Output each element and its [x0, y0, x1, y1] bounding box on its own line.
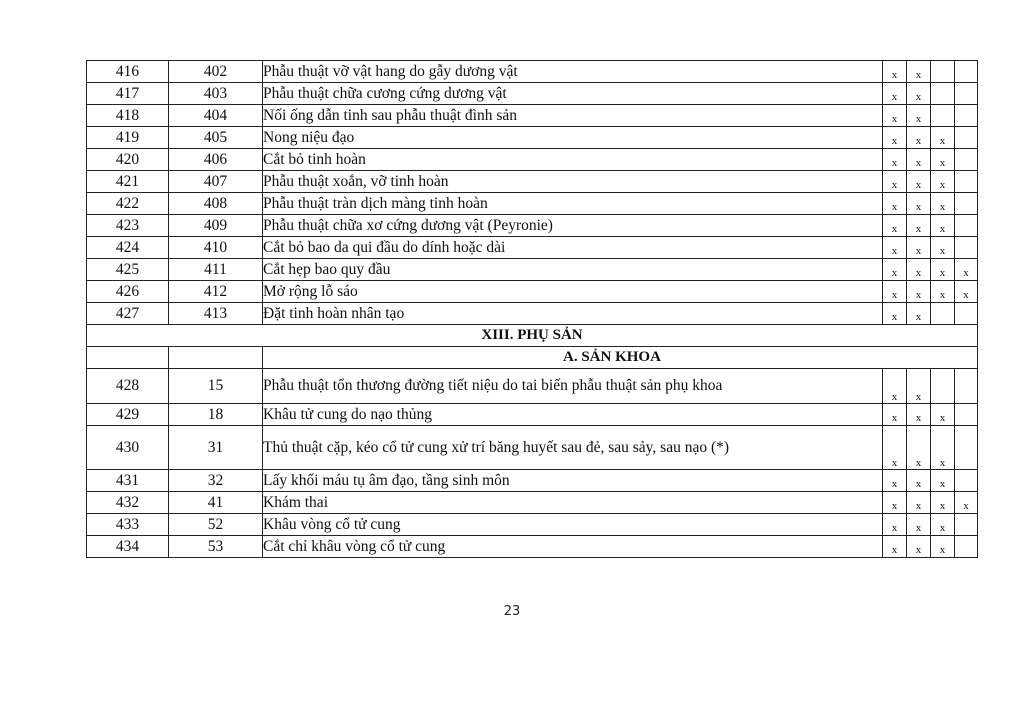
level-mark: [955, 237, 978, 259]
level-mark: x: [907, 215, 931, 237]
level-mark: [955, 149, 978, 171]
row-index: 430: [87, 426, 169, 470]
level-mark: [931, 369, 955, 404]
procedure-name: Phẫu thuật chữa xơ cứng dương vật (Peyronie): [263, 215, 883, 237]
level-mark: [931, 61, 955, 83]
procedure-code: 52: [169, 514, 263, 536]
subsection-title: A. SẢN KHOA: [263, 347, 978, 369]
level-mark: x: [955, 281, 978, 303]
level-mark: x: [931, 492, 955, 514]
level-mark: x: [907, 369, 931, 404]
procedure-name: Phẫu thuật xoắn, vỡ tinh hoàn: [263, 171, 883, 193]
section-title: XIII. PHỤ SẢN: [87, 325, 978, 347]
level-mark: x: [907, 426, 931, 470]
row-index: 424: [87, 237, 169, 259]
level-mark: x: [883, 426, 907, 470]
level-mark: x: [931, 149, 955, 171]
procedure-name: Khâu vòng cổ tử cung: [263, 514, 883, 536]
table-row: [87, 303, 978, 325]
level-mark: x: [931, 171, 955, 193]
row-index: 416: [87, 61, 169, 83]
procedure-name: Phẫu thuật tổn thương đường tiết niệu do tai biến phẫu thuật sản phụ khoa: [263, 369, 883, 404]
level-mark: [955, 536, 978, 558]
level-mark: x: [931, 514, 955, 536]
level-mark: x: [907, 193, 931, 215]
procedure-name: Phẫu thuật chữa cương cứng dương vật: [263, 83, 883, 105]
level-mark: [955, 215, 978, 237]
procedure-code: 15: [169, 369, 263, 404]
procedure-code: 31: [169, 426, 263, 470]
table-row: [87, 281, 978, 303]
procedure-name: Phẫu thuật tràn dịch màng tinh hoàn: [263, 193, 883, 215]
level-mark: [955, 105, 978, 127]
level-mark: x: [883, 105, 907, 127]
level-mark: [955, 426, 978, 470]
empty-cell: [87, 347, 169, 369]
level-mark: x: [883, 369, 907, 404]
procedure-code: 408: [169, 193, 263, 215]
level-mark: x: [931, 259, 955, 281]
level-mark: x: [907, 492, 931, 514]
level-mark: x: [883, 536, 907, 558]
table-row: [87, 536, 978, 558]
procedure-code: 407: [169, 171, 263, 193]
level-mark: [955, 369, 978, 404]
procedure-code: 402: [169, 61, 263, 83]
row-index: 419: [87, 127, 169, 149]
table-row: [87, 492, 978, 514]
table-row: [87, 470, 978, 492]
level-mark: [955, 404, 978, 426]
level-mark: x: [907, 514, 931, 536]
procedure-name: Khâu tử cung do nạo thủng: [263, 404, 883, 426]
level-mark: [955, 171, 978, 193]
procedure-code: 409: [169, 215, 263, 237]
level-mark: x: [883, 127, 907, 149]
level-mark: [931, 303, 955, 325]
level-mark: x: [907, 83, 931, 105]
row-index: 426: [87, 281, 169, 303]
page-number: 23: [503, 604, 521, 619]
level-mark: x: [883, 215, 907, 237]
procedure-name: Cắt chỉ khâu vòng cổ tử cung: [263, 536, 883, 558]
procedure-code: 404: [169, 105, 263, 127]
procedure-name: Mở rộng lỗ sáo: [263, 281, 883, 303]
table-body-obstetrics: [87, 369, 978, 558]
level-mark: x: [883, 83, 907, 105]
level-mark: x: [883, 281, 907, 303]
table-section-header: [87, 325, 978, 369]
level-mark: x: [883, 470, 907, 492]
level-mark: x: [931, 404, 955, 426]
procedure-name: Nối ống dẫn tinh sau phẫu thuật đình sản: [263, 105, 883, 127]
level-mark: x: [931, 281, 955, 303]
row-index: 421: [87, 171, 169, 193]
level-mark: x: [883, 404, 907, 426]
level-mark: [955, 61, 978, 83]
table-row: [87, 369, 978, 404]
level-mark: x: [883, 514, 907, 536]
level-mark: x: [931, 536, 955, 558]
level-mark: [955, 470, 978, 492]
procedure-name: Cắt hẹp bao quy đầu: [263, 259, 883, 281]
level-mark: x: [931, 215, 955, 237]
level-mark: x: [907, 259, 931, 281]
row-index: 428: [87, 369, 169, 404]
table-row: [87, 404, 978, 426]
table-row: [87, 215, 978, 237]
procedure-name: Cắt bỏ tinh hoàn: [263, 149, 883, 171]
level-mark: x: [907, 105, 931, 127]
level-mark: x: [907, 149, 931, 171]
level-mark: x: [931, 127, 955, 149]
row-index: 432: [87, 492, 169, 514]
row-index: 429: [87, 404, 169, 426]
table-row: [87, 105, 978, 127]
table-row: [87, 426, 978, 470]
row-index: 423: [87, 215, 169, 237]
level-mark: x: [907, 61, 931, 83]
row-index: 420: [87, 149, 169, 171]
level-mark: x: [931, 470, 955, 492]
level-mark: x: [931, 193, 955, 215]
level-mark: x: [907, 303, 931, 325]
level-mark: [955, 193, 978, 215]
table-row: [87, 514, 978, 536]
level-mark: x: [907, 127, 931, 149]
procedure-code: 18: [169, 404, 263, 426]
level-mark: x: [931, 426, 955, 470]
level-mark: x: [955, 492, 978, 514]
table-row: [87, 237, 978, 259]
level-mark: x: [907, 281, 931, 303]
level-mark: x: [883, 259, 907, 281]
row-index: 433: [87, 514, 169, 536]
level-mark: [955, 514, 978, 536]
procedure-code: 412: [169, 281, 263, 303]
procedure-name: Đặt tinh hoàn nhân tạo: [263, 303, 883, 325]
row-index: 431: [87, 470, 169, 492]
level-mark: x: [907, 171, 931, 193]
procedure-code: 32: [169, 470, 263, 492]
level-mark: [955, 303, 978, 325]
table-row: [87, 193, 978, 215]
row-index: 417: [87, 83, 169, 105]
level-mark: x: [907, 237, 931, 259]
row-index: 422: [87, 193, 169, 215]
procedure-code: 413: [169, 303, 263, 325]
level-mark: [955, 127, 978, 149]
table-row: [87, 149, 978, 171]
row-index: 418: [87, 105, 169, 127]
level-mark: x: [883, 303, 907, 325]
level-mark: x: [883, 237, 907, 259]
level-mark: [955, 83, 978, 105]
procedure-name: Cắt bỏ bao da qui đầu do dính hoặc dài: [263, 237, 883, 259]
level-mark: x: [931, 237, 955, 259]
level-mark: x: [907, 470, 931, 492]
procedure-table: [86, 60, 978, 558]
level-mark: x: [883, 149, 907, 171]
level-mark: x: [883, 492, 907, 514]
table-row: [87, 259, 978, 281]
level-mark: x: [907, 404, 931, 426]
empty-cell: [169, 347, 263, 369]
procedure-name: Khám thai: [263, 492, 883, 514]
table-row: [87, 127, 978, 149]
table-row: [87, 61, 978, 83]
table-body-urology: [87, 61, 978, 325]
level-mark: [931, 105, 955, 127]
level-mark: x: [883, 193, 907, 215]
procedure-code: 405: [169, 127, 263, 149]
procedure-name: Lấy khối máu tụ âm đạo, tầng sinh môn: [263, 470, 883, 492]
row-index: 425: [87, 259, 169, 281]
table-row: [87, 171, 978, 193]
procedure-code: 41: [169, 492, 263, 514]
level-mark: x: [955, 259, 978, 281]
procedure-name: Nong niệu đạo: [263, 127, 883, 149]
row-index: 427: [87, 303, 169, 325]
procedure-name: Thủ thuật cặp, kéo cổ tử cung xử trí băng huyết sau đẻ, sau sảy, sau nạo (*): [263, 426, 883, 470]
table-row: [87, 83, 978, 105]
procedure-code: 403: [169, 83, 263, 105]
procedure-code: 411: [169, 259, 263, 281]
procedure-code: 53: [169, 536, 263, 558]
procedure-code: 406: [169, 149, 263, 171]
procedure-name: Phẫu thuật vỡ vật hang do gẫy dương vật: [263, 61, 883, 83]
level-mark: [931, 83, 955, 105]
procedure-code: 410: [169, 237, 263, 259]
level-mark: x: [883, 171, 907, 193]
level-mark: x: [883, 61, 907, 83]
level-mark: x: [907, 536, 931, 558]
row-index: 434: [87, 536, 169, 558]
